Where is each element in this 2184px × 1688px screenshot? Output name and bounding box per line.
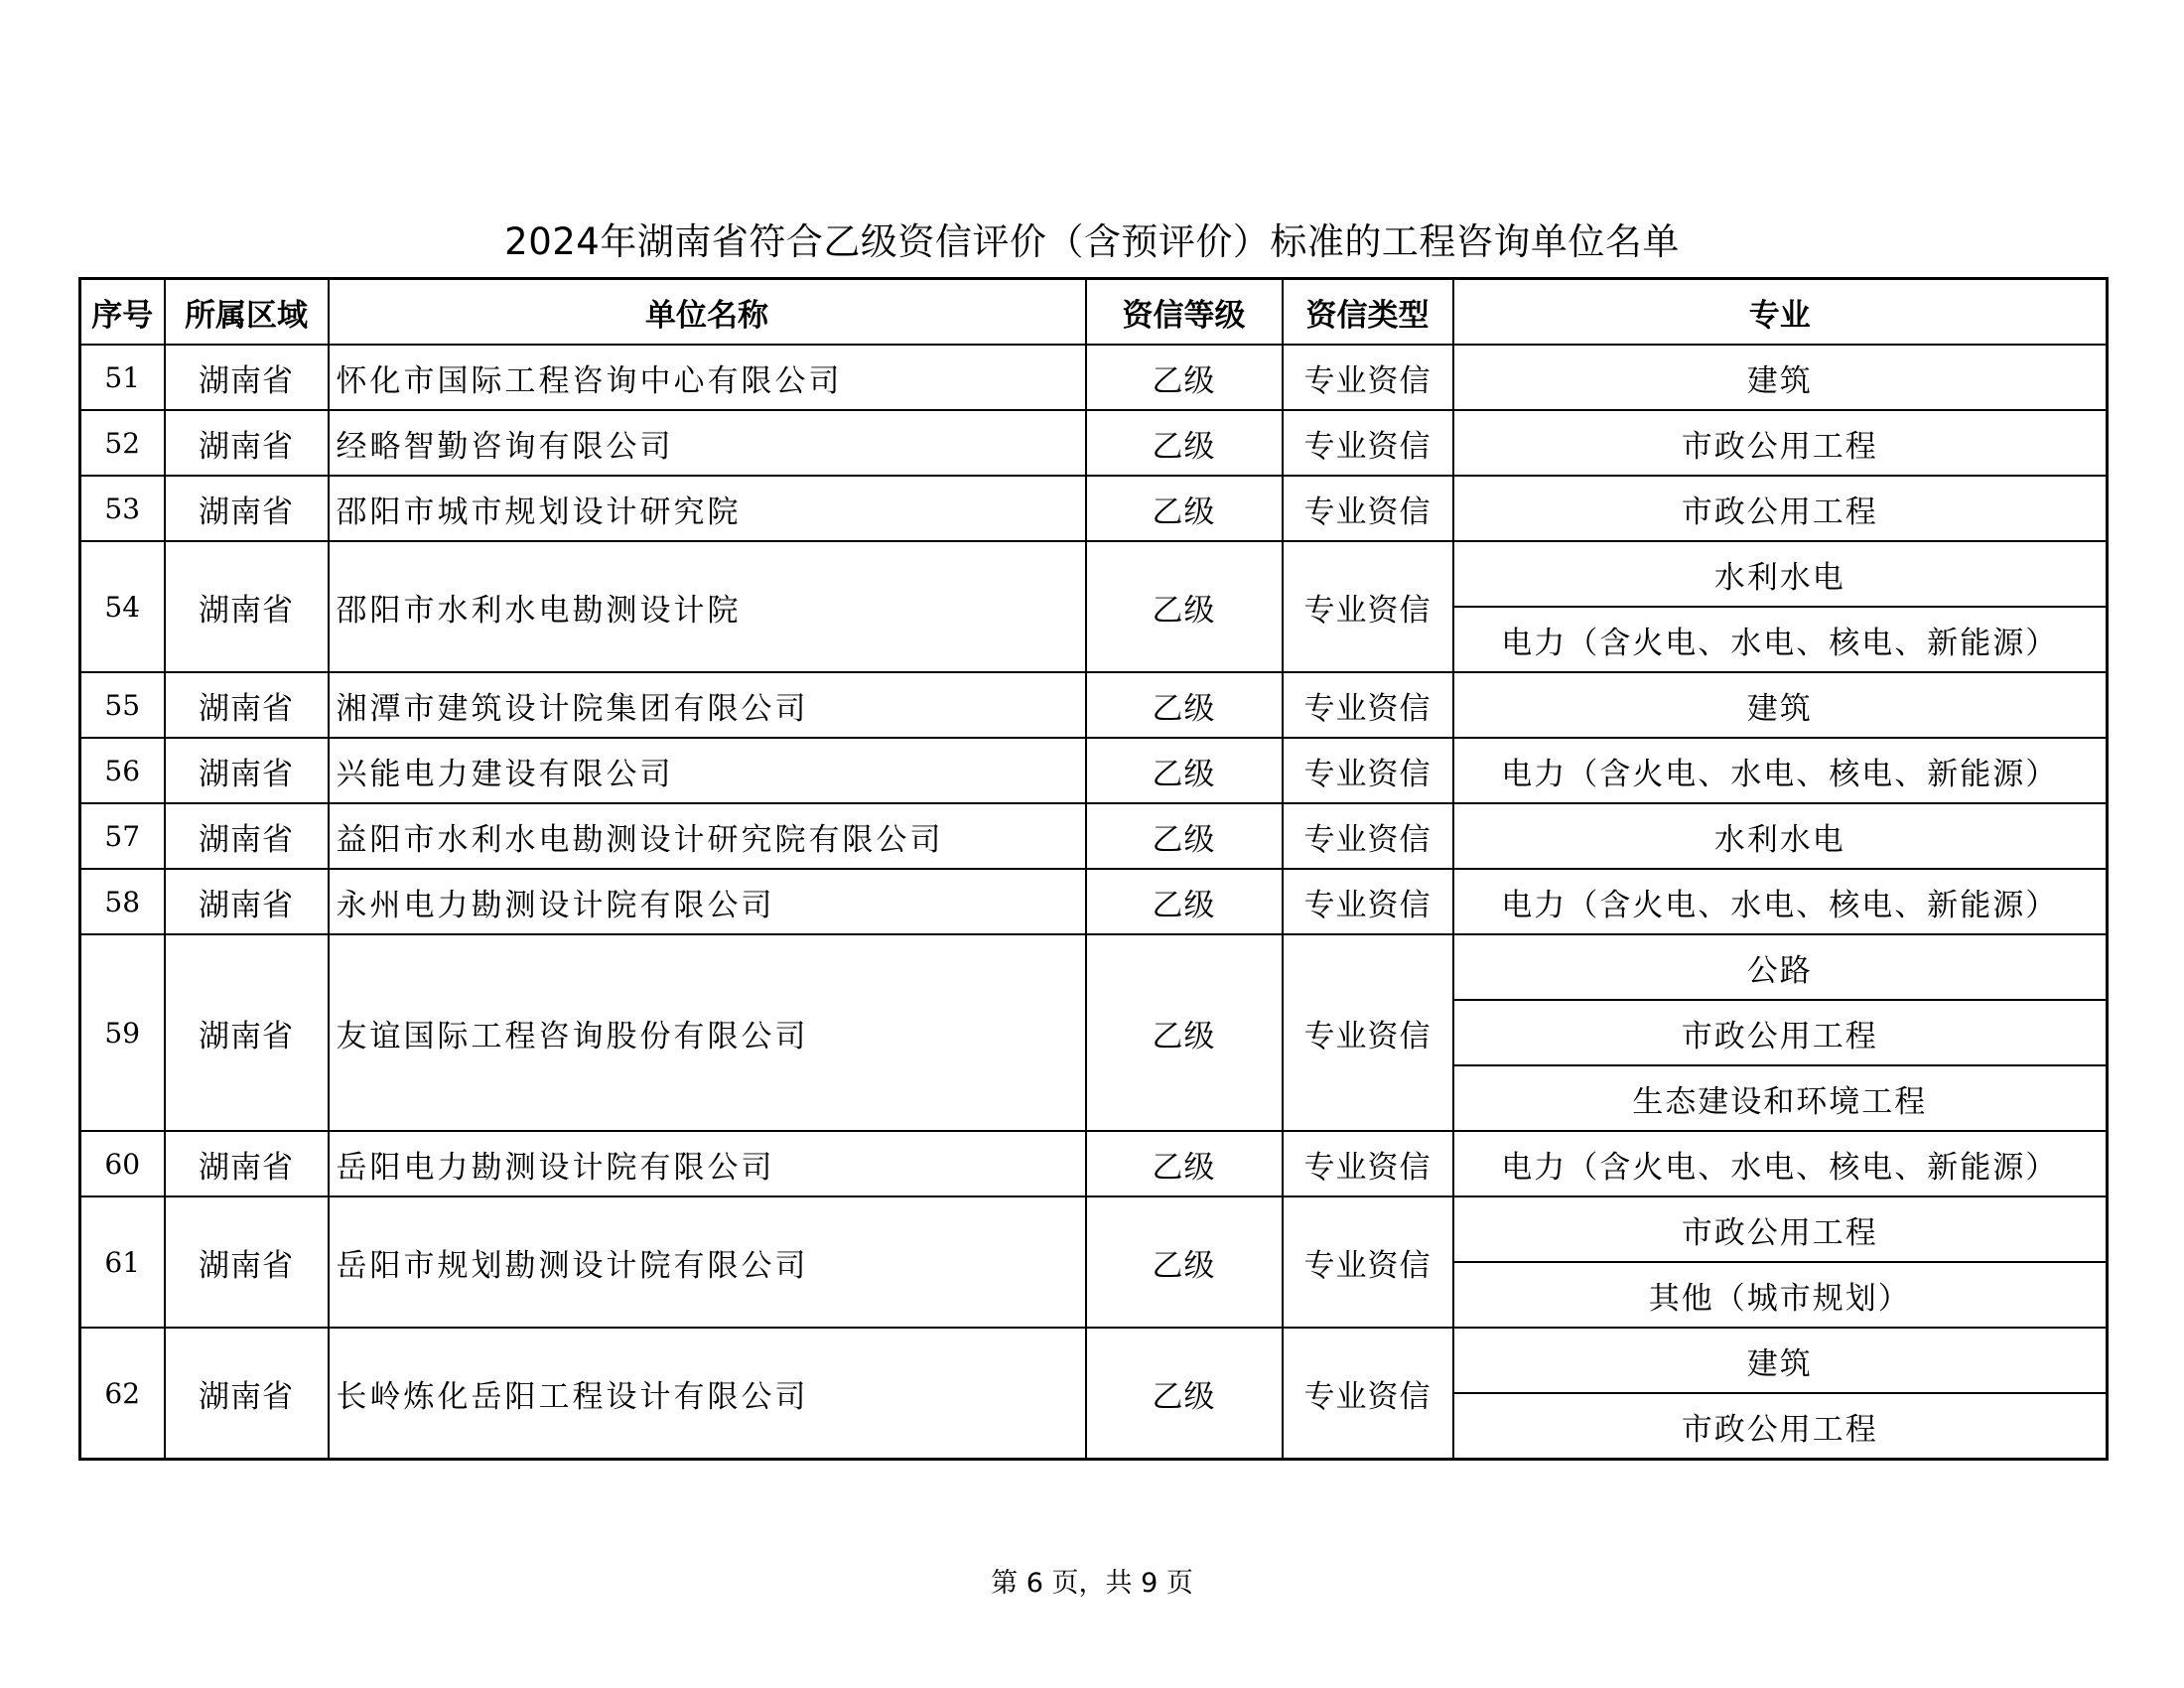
- row-unit-name: 经略智勤咨询有限公司: [329, 410, 1086, 476]
- row-specialty: 市政公用工程: [1453, 476, 2108, 541]
- row-specialty: 生态建设和环境工程: [1453, 1065, 2108, 1131]
- row-specialty: 建筑: [1453, 345, 2108, 410]
- row-specialty: 电力（含火电、水电、核电、新能源）: [1453, 607, 2108, 672]
- table-row: [80, 869, 2108, 934]
- row-type: 专业资信: [1283, 1196, 1453, 1328]
- table-row: [80, 541, 2108, 607]
- row-seq: 58: [80, 869, 165, 934]
- row-unit-name: 兴能电力建设有限公司: [329, 738, 1086, 803]
- header-specialty: 专业: [1453, 279, 2108, 346]
- row-grade: 乙级: [1086, 476, 1283, 541]
- row-specialty: 建筑: [1453, 1328, 2108, 1393]
- row-specialty: 其他（城市规划）: [1453, 1262, 2108, 1328]
- row-seq: 60: [80, 1131, 165, 1196]
- row-specialty: 市政公用工程: [1453, 410, 2108, 476]
- row-seq: 59: [80, 934, 165, 1131]
- row-grade: 乙级: [1086, 803, 1283, 869]
- row-region: 湖南省: [165, 1131, 329, 1196]
- table-body: [80, 345, 2108, 1460]
- row-seq: 54: [80, 541, 165, 672]
- row-seq: 61: [80, 1196, 165, 1328]
- row-specialty: 水利水电: [1453, 541, 2108, 607]
- row-type: 专业资信: [1283, 410, 1453, 476]
- row-unit-name: 岳阳电力勘测设计院有限公司: [329, 1131, 1086, 1196]
- row-type: 专业资信: [1283, 672, 1453, 738]
- row-unit-name: 怀化市国际工程咨询中心有限公司: [329, 345, 1086, 410]
- row-specialty: 市政公用工程: [1453, 1196, 2108, 1262]
- row-unit-name: 湘潭市建筑设计院集团有限公司: [329, 672, 1086, 738]
- row-seq: 57: [80, 803, 165, 869]
- row-seq: 52: [80, 410, 165, 476]
- row-unit-name: 益阳市水利水电勘测设计研究院有限公司: [329, 803, 1086, 869]
- row-unit-name: 永州电力勘测设计院有限公司: [329, 869, 1086, 934]
- row-grade: 乙级: [1086, 934, 1283, 1131]
- row-grade: 乙级: [1086, 1131, 1283, 1196]
- table-row: [80, 1328, 2108, 1393]
- table-header-row: [80, 279, 2108, 346]
- row-region: 湖南省: [165, 541, 329, 672]
- table-row: [80, 1196, 2108, 1262]
- table-row: [80, 476, 2108, 541]
- row-type: 专业资信: [1283, 803, 1453, 869]
- row-grade: 乙级: [1086, 410, 1283, 476]
- row-grade: 乙级: [1086, 1196, 1283, 1328]
- header-seq: 序号: [80, 279, 165, 346]
- row-region: 湖南省: [165, 672, 329, 738]
- row-region: 湖南省: [165, 410, 329, 476]
- row-specialty: 公路: [1453, 934, 2108, 1000]
- row-region: 湖南省: [165, 345, 329, 410]
- row-grade: 乙级: [1086, 672, 1283, 738]
- row-specialty: 电力（含火电、水电、核电、新能源）: [1453, 869, 2108, 934]
- row-seq: 51: [80, 345, 165, 410]
- row-grade: 乙级: [1086, 738, 1283, 803]
- row-specialty: 市政公用工程: [1453, 1000, 2108, 1065]
- row-unit-name: 邵阳市水利水电勘测设计院: [329, 541, 1086, 672]
- row-region: 湖南省: [165, 1196, 329, 1328]
- row-unit-name: 友谊国际工程咨询股份有限公司: [329, 934, 1086, 1131]
- row-unit-name: 岳阳市规划勘测设计院有限公司: [329, 1196, 1086, 1328]
- table-row: [80, 803, 2108, 869]
- row-seq: 55: [80, 672, 165, 738]
- row-type: 专业资信: [1283, 1328, 1453, 1460]
- row-seq: 53: [80, 476, 165, 541]
- row-grade: 乙级: [1086, 541, 1283, 672]
- row-specialty: 水利水电: [1453, 803, 2108, 869]
- row-region: 湖南省: [165, 934, 329, 1131]
- table-row: [80, 1131, 2108, 1196]
- header-grade: 资信等级: [1086, 279, 1283, 346]
- table-row: [80, 410, 2108, 476]
- row-region: 湖南省: [165, 738, 329, 803]
- row-type: 专业资信: [1283, 345, 1453, 410]
- row-region: 湖南省: [165, 1328, 329, 1460]
- row-region: 湖南省: [165, 869, 329, 934]
- row-region: 湖南省: [165, 476, 329, 541]
- row-seq: 56: [80, 738, 165, 803]
- row-type: 专业资信: [1283, 869, 1453, 934]
- page-title: 2024年湖南省符合乙级资信评价（含预评价）标准的工程咨询单位名单: [504, 220, 1680, 263]
- row-type: 专业资信: [1283, 541, 1453, 672]
- unit-list-table: [78, 277, 2109, 1461]
- header-name: 单位名称: [329, 279, 1086, 346]
- row-type: 专业资信: [1283, 476, 1453, 541]
- row-region: 湖南省: [165, 803, 329, 869]
- row-specialty: 电力（含火电、水电、核电、新能源）: [1453, 738, 2108, 803]
- table-row: [80, 345, 2108, 410]
- row-grade: 乙级: [1086, 869, 1283, 934]
- table-row: [80, 738, 2108, 803]
- page-number: 第 6 页，共 9 页: [991, 1568, 1193, 1599]
- table-row: [80, 672, 2108, 738]
- row-specialty: 市政公用工程: [1453, 1393, 2108, 1460]
- row-type: 专业资信: [1283, 1131, 1453, 1196]
- row-specialty: 电力（含火电、水电、核电、新能源）: [1453, 1131, 2108, 1196]
- row-specialty: 建筑: [1453, 672, 2108, 738]
- table-row: [80, 934, 2108, 1000]
- row-grade: 乙级: [1086, 345, 1283, 410]
- row-unit-name: 邵阳市城市规划设计研究院: [329, 476, 1086, 541]
- header-type: 资信类型: [1283, 279, 1453, 346]
- row-type: 专业资信: [1283, 738, 1453, 803]
- row-grade: 乙级: [1086, 1328, 1283, 1460]
- row-seq: 62: [80, 1328, 165, 1460]
- row-unit-name: 长岭炼化岳阳工程设计有限公司: [329, 1328, 1086, 1460]
- row-type: 专业资信: [1283, 934, 1453, 1131]
- header-region: 所属区域: [165, 279, 329, 346]
